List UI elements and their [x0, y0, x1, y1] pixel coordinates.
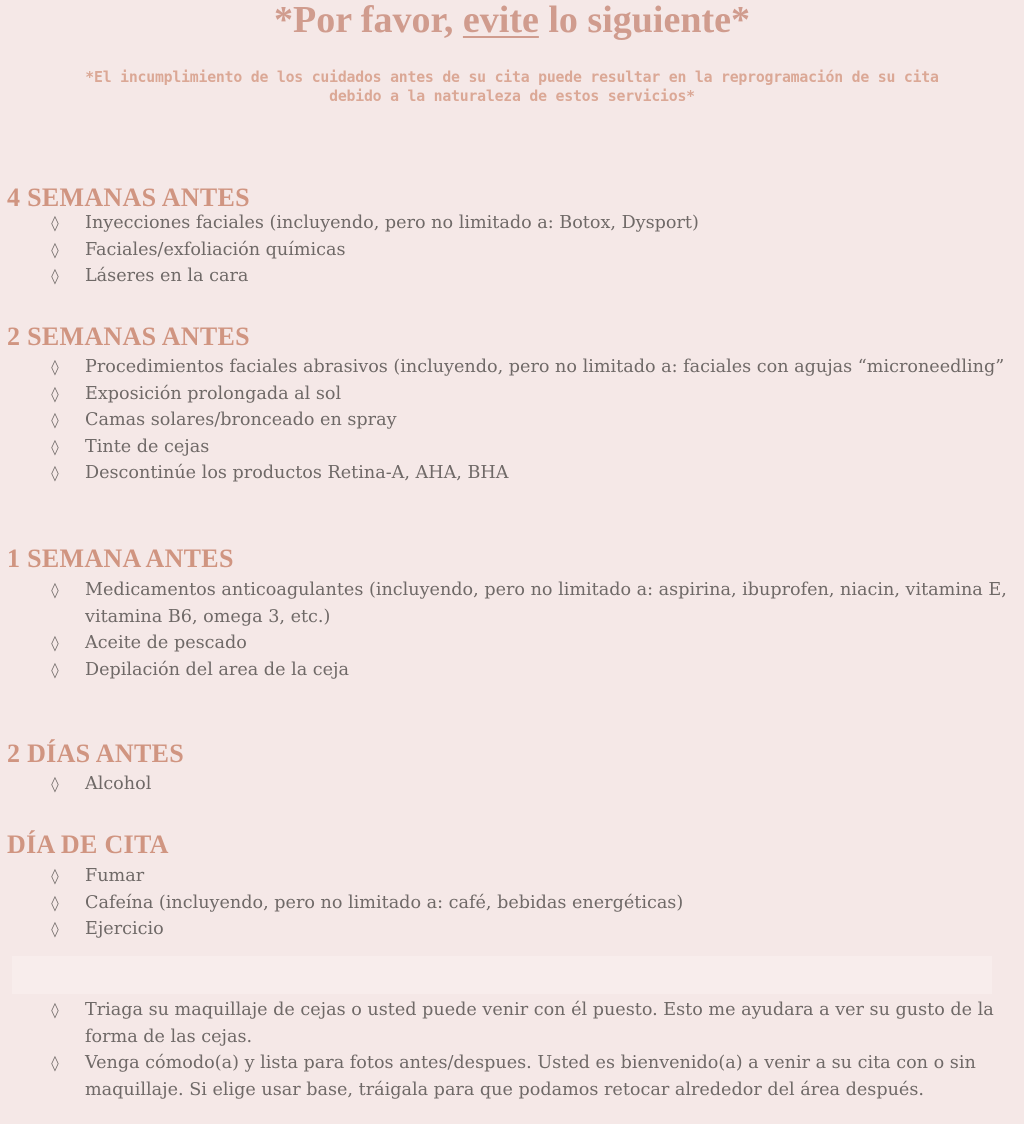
- list-item: [0, 916, 1024, 943]
- list-item: [0, 630, 1024, 657]
- list-item: [0, 210, 1024, 237]
- list-item-text: Medicamentos anticoagulantes (incluyendo, pero no limitado a: aspirina, ibuprofen, niacin, vitamina E, vitamina B6, omega 3, etc.): [85, 580, 1007, 627]
- page-title: [0, 0, 1024, 46]
- note-item: [0, 1050, 1024, 1103]
- notes-list: [0, 997, 1024, 1103]
- section-heading-1-week: 1 SEMANA ANTES: [7, 544, 234, 573]
- list-item: [0, 890, 1024, 917]
- diamond-bullet-icon: ◊: [51, 214, 59, 232]
- list-item-text: Fumar: [85, 866, 145, 886]
- disclaimer: [0, 68, 1024, 106]
- list-2-weeks: [0, 354, 1024, 487]
- list-item-text: Tinte de cejas: [85, 436, 210, 457]
- diamond-bullet-icon: ◊: [51, 437, 59, 456]
- note-text: Triaga su maquillaje de cejas o usted puede venir con él puesto. Esto me ayudara a ver su gusto de la forma de las cejas.: [85, 1000, 994, 1047]
- diamond-bullet-icon: ◊: [51, 384, 59, 403]
- list-item-text: Faciales/exfoliación químicas: [85, 239, 346, 260]
- list-item: [0, 771, 1024, 798]
- diamond-bullet-icon: ◊: [51, 581, 59, 599]
- diamond-bullet-icon: ◊: [51, 775, 59, 793]
- diamond-bullet-icon: ◊: [51, 240, 59, 259]
- list-item: [0, 381, 1024, 408]
- list-item-text: Procedimientos faciales abrasivos (incluyendo, pero no limitado a: faciales con agujas “microneedling”: [85, 357, 1005, 377]
- list-item-text: Descontinúe los productos Retina-A, AHA, BHA: [85, 463, 509, 484]
- diamond-bullet-icon: ◊: [51, 411, 59, 430]
- list-item: [0, 577, 1024, 630]
- list-item: [0, 407, 1024, 434]
- list-appointment-day: [0, 863, 1024, 943]
- list-item: [0, 354, 1024, 381]
- section-heading-2-days: 2 DÍAS ANTES: [7, 739, 184, 768]
- list-item-text: Alcohol: [85, 774, 152, 794]
- section-heading-4-weeks: 4 SEMANAS ANTES: [7, 183, 250, 212]
- diamond-bullet-icon: ◊: [51, 660, 59, 679]
- diamond-bullet-icon: ◊: [51, 867, 59, 885]
- list-item-text: Láseres en la cara: [85, 266, 249, 287]
- section-heading-2-weeks: 2 SEMANAS ANTES: [7, 322, 250, 351]
- diamond-bullet-icon: ◊: [51, 920, 59, 939]
- list-item: [0, 237, 1024, 264]
- title-prefix: *Por favor,: [273, 0, 463, 41]
- list-item-text: Aceite de pescado: [85, 633, 247, 654]
- list-item: [0, 657, 1024, 684]
- disclaimer-line-1: *El incumplimiento de los cuidados antes de su cita puede resultar en la reprogramación de su cita: [85, 69, 939, 86]
- diamond-bullet-icon: ◊: [51, 267, 59, 286]
- list-1-week: [0, 577, 1024, 683]
- list-item-text: Camas solares/bronceado en spray: [85, 410, 397, 431]
- list-item-text: Depilación del area de la ceja: [85, 659, 349, 680]
- list-item-text: Inyecciones faciales (incluyendo, pero no limitado a: Botox, Dysport): [85, 213, 699, 233]
- list-item-text: Cafeína (incluyendo, pero no limitado a: café, bebidas energéticas): [85, 892, 684, 913]
- diamond-bullet-icon: ◊: [51, 634, 59, 653]
- title-suffix: lo siguiente*: [538, 0, 750, 41]
- section-heading-appointment-day: DÍA DE CITA: [7, 830, 169, 859]
- list-item-text: Exposición prolongada al sol: [85, 383, 342, 404]
- diamond-bullet-icon: ◊: [51, 1001, 59, 1019]
- list-item: [0, 263, 1024, 290]
- blank-band: [12, 956, 992, 994]
- diamond-bullet-icon: ◊: [51, 358, 59, 376]
- title-emphasis: evite: [462, 0, 539, 41]
- diamond-bullet-icon: ◊: [51, 893, 59, 912]
- list-2-days: [0, 771, 1024, 798]
- disclaimer-line-2: debido a la naturaleza de estos servicios*: [329, 88, 695, 105]
- note-item: [0, 997, 1024, 1050]
- list-item: [0, 863, 1024, 890]
- diamond-bullet-icon: ◊: [51, 1054, 59, 1073]
- diamond-bullet-icon: ◊: [51, 464, 59, 483]
- note-text: Venga cómodo(a) y lista para fotos antes/despues. Usted es bienvenido(a) a venir a su cita con o sin maquillaje. Si elige usar base, tráigala para que podamos retocar alrededor del área después.: [85, 1053, 976, 1100]
- list-item: [0, 434, 1024, 461]
- list-item-text: Ejercicio: [85, 919, 164, 940]
- list-4-weeks: [0, 210, 1024, 290]
- list-item: [0, 460, 1024, 487]
